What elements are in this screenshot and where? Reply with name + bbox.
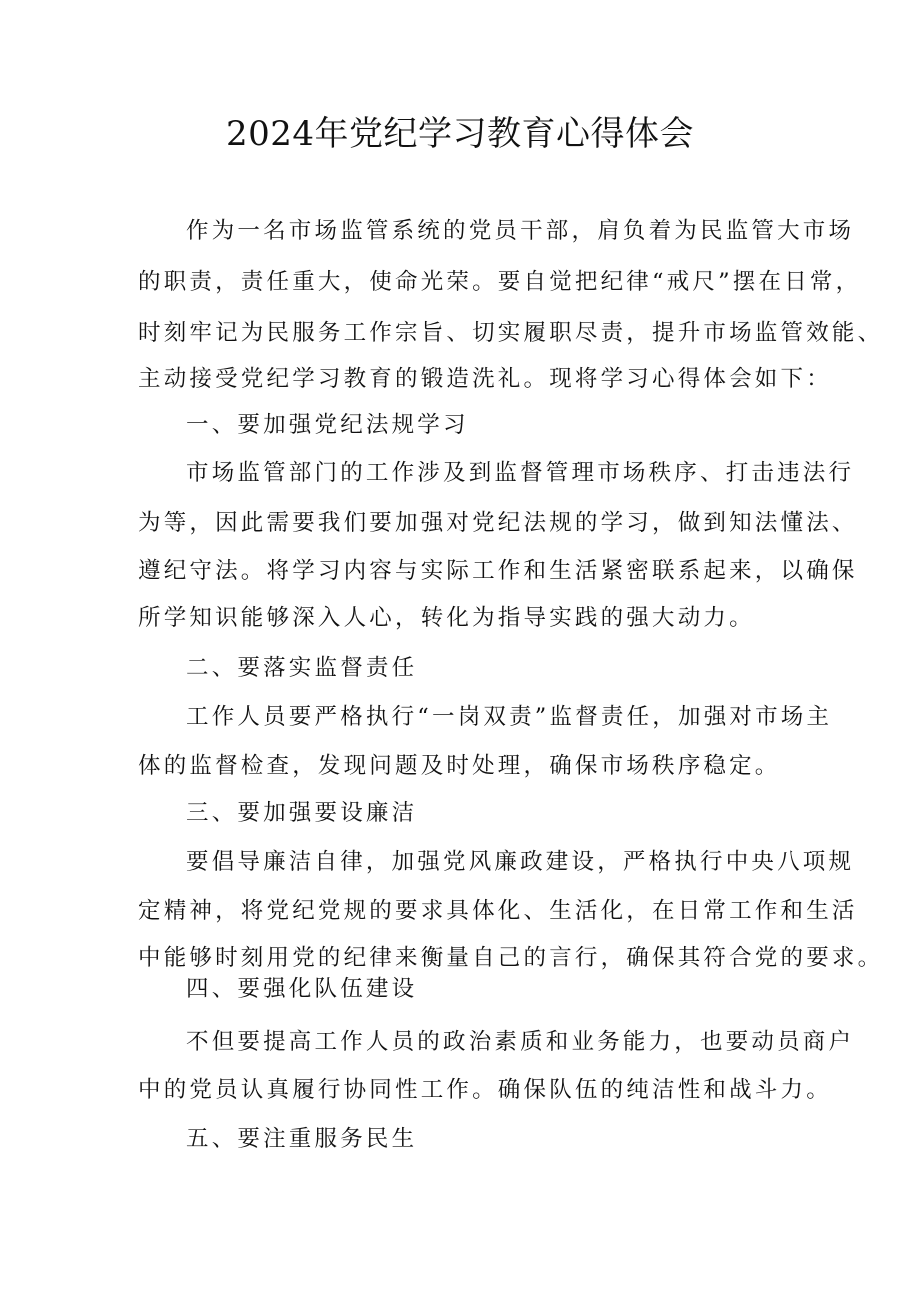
section-1-line-2: 为等，因此需要我们要加强对党纪法规的学习，做到知法懂法、 (138, 510, 858, 536)
intro-line-2: 的职责，责任重大，使命光荣。要自觉把纪律“戒尺”摆在日常， (138, 269, 862, 295)
section-1-line-4: 所学知识能够深入人心，转化为指导实践的强大动力。 (138, 605, 755, 631)
document-title: 2024年党纪学习教育心得体会 (225, 114, 695, 154)
section-1-heading: 一、要加强党纪法规学习 (186, 412, 469, 438)
intro-line-3: 时刻牢记为民服务工作宗旨、切实履职尽责，提升市场监管效能、 (138, 320, 884, 346)
section-2-line-2: 体的监督检查，发现问题及时处理，确保市场秩序稳定。 (138, 753, 781, 779)
section-4-line-2: 中的党员认真履行协同性工作。确保队伍的纯洁性和战斗力。 (138, 1077, 832, 1103)
section-1-line-1: 市场监管部门的工作涉及到监督管理市场秩序、打击违法行 (186, 460, 855, 486)
section-2-heading: 二、要落实监督责任 (186, 655, 418, 681)
section-2-line-1: 工作人员要严格执行“一岗双责”监督责任，加强对市场主 (186, 704, 833, 730)
section-4-line-1: 不但要提高工作人员的政治素质和业务能力，也要动员商户 (186, 1029, 855, 1055)
intro-line-4: 主动接受党纪学习教育的锻造洗礼。现将学习心得体会如下： (138, 366, 832, 392)
section-1-line-3: 遵纪守法。将学习内容与实际工作和生活紧密联系起来，以确保 (138, 558, 858, 584)
section-3-line-2: 定精神，将党纪党规的要求具体化、生活化，在日常工作和生活 (138, 898, 858, 924)
section-3-line-3: 中能够时刻用党的纪律来衡量自己的言行，确保其符合党的要求。 (138, 945, 884, 971)
section-3-line-1: 要倡导廉洁自律，加强党风廉政建设，严格执行中央八项规 (186, 849, 855, 875)
section-4-heading: 四、要强化队伍建设 (186, 976, 418, 1002)
section-3-heading: 三、要加强要设廉洁 (186, 800, 418, 826)
intro-line-1: 作为一名市场监管系统的党员干部，肩负着为民监管大市场 (186, 218, 855, 244)
section-5-heading: 五、要注重服务民生 (186, 1126, 418, 1152)
